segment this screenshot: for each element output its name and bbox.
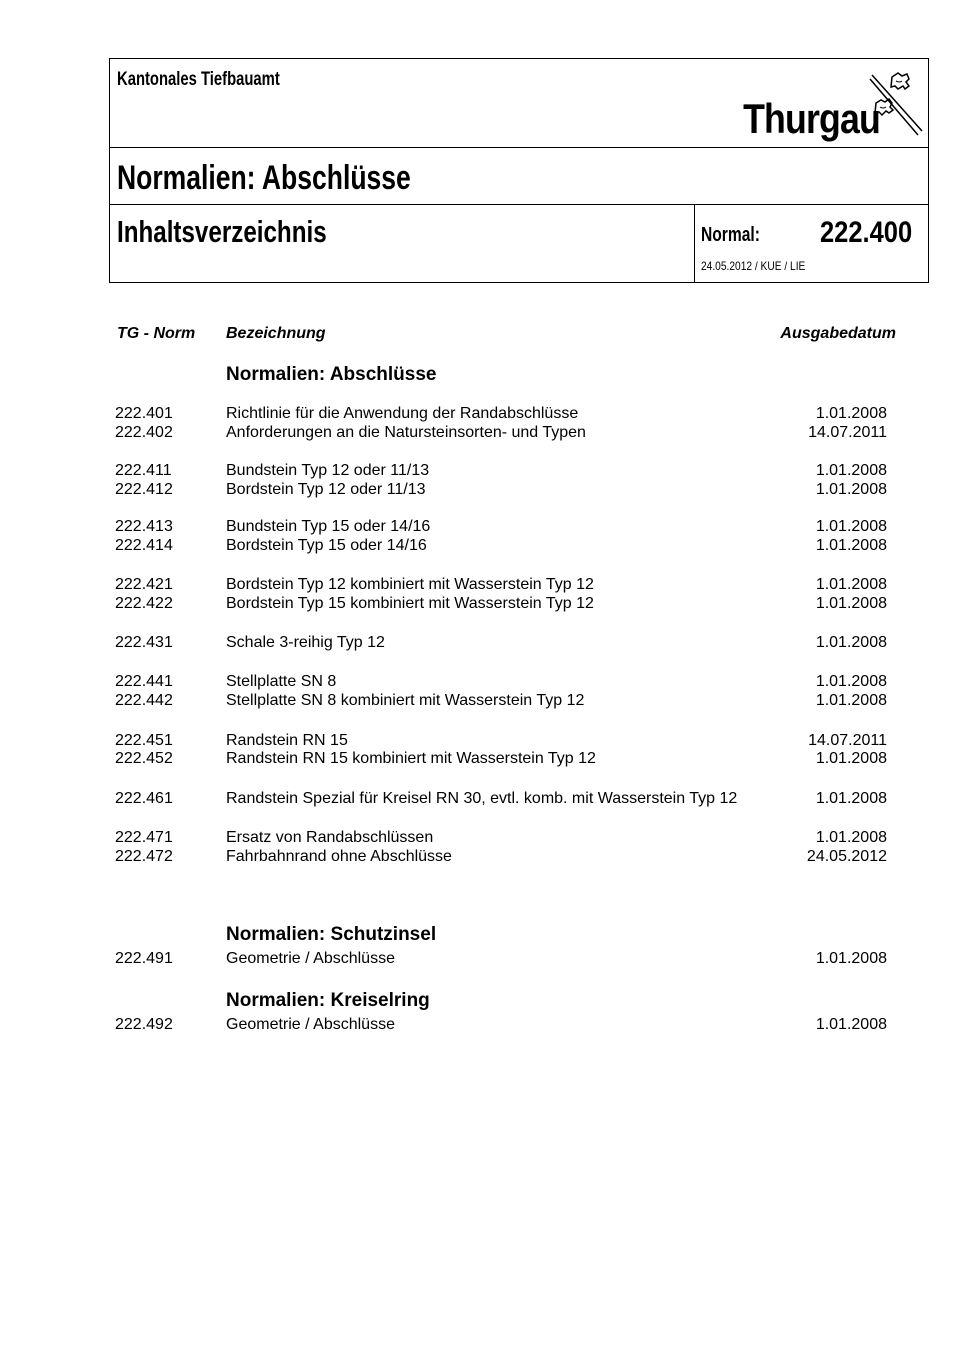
norm-designation: Geometrie / Abschlüsse — [226, 1016, 395, 1033]
norm-designation: Fahrbahnrand ohne Abschlüsse — [226, 848, 452, 865]
norm-designation: Schale 3-reihig Typ 12 — [226, 634, 385, 651]
toc-row — [0, 518, 970, 538]
toc-row — [0, 1016, 970, 1036]
toc-row — [0, 692, 970, 712]
header-row-office — [110, 59, 928, 148]
toc-row — [0, 829, 970, 849]
issue-date: 1.01.2008 — [815, 595, 887, 612]
norm-designation: Stellplatte SN 8 — [226, 673, 337, 690]
toc-row — [0, 462, 970, 482]
norm-number: 222.413 — [115, 518, 173, 535]
norm-number: 222.441 — [115, 673, 173, 690]
issue-date: 14.07.2011 — [808, 424, 887, 441]
norm-designation: Richtlinie für die Anwendung der Randabschlüsse — [226, 405, 579, 422]
norm-number: 222.431 — [115, 634, 173, 651]
norm-designation: Bordstein Typ 15 kombiniert mit Wasserstein Typ 12 — [226, 595, 594, 612]
document-subtitle: Inhaltsverzeichnis — [117, 214, 327, 249]
norm-number: 222.452 — [115, 750, 173, 767]
norm-designation: Geometrie / Abschlüsse — [226, 950, 395, 967]
toc-row — [0, 576, 970, 596]
header-row-subtitle — [110, 204, 928, 283]
norm-number: 222.402 — [115, 424, 173, 441]
document-title: Normalien: Abschlüsse — [117, 159, 411, 197]
logo-text: Thurgau — [743, 95, 880, 142]
norm-designation: Bordstein Typ 12 kombiniert mit Wasserstein Typ 12 — [226, 576, 594, 593]
section-title: Normalien: Abschlüsse — [226, 364, 437, 385]
issue-date: 1.01.2008 — [815, 518, 887, 535]
section-title: Normalien: Kreiselring — [226, 990, 430, 1011]
norm-designation: Stellplatte SN 8 kombiniert mit Wasserstein Typ 12 — [226, 692, 585, 709]
toc-row — [0, 732, 970, 752]
toc-row — [0, 673, 970, 693]
norm-number: 222.492 — [115, 1016, 173, 1033]
norm-number: 222.471 — [115, 829, 173, 846]
norm-designation: Bundstein Typ 15 oder 14/16 — [226, 518, 431, 535]
norm-number: 222.491 — [115, 950, 173, 967]
norm-number: 222.414 — [115, 537, 173, 554]
norm-designation: Randstein Spezial für Kreisel RN 30, evtl. komb. mit Wasserstein Typ 12 — [226, 790, 738, 807]
norm-designation: Bordstein Typ 15 oder 14/16 — [226, 537, 427, 554]
toc-row — [0, 595, 970, 615]
norm-number: 222.421 — [115, 576, 173, 593]
norm-designation: Bordstein Typ 12 oder 11/13 — [226, 481, 426, 498]
normal-number: 222.400 — [820, 216, 913, 249]
issue-date: 1.01.2008 — [815, 950, 887, 967]
norm-number: 222.411 — [115, 462, 172, 479]
norm-number: 222.451 — [115, 732, 173, 749]
issue-date: 14.07.2011 — [808, 732, 887, 749]
toc-row — [0, 634, 970, 654]
issue-date: 1.01.2008 — [815, 405, 887, 422]
toc-row — [0, 481, 970, 501]
norm-number: 222.472 — [115, 848, 173, 865]
norm-designation: Anforderungen an die Natursteinsorten- und Typen — [226, 424, 586, 441]
thurgau-logo — [728, 69, 928, 141]
toc-row — [0, 424, 970, 444]
column-header-designation: Bezeichnung — [226, 325, 326, 342]
norm-designation: Bundstein Typ 12 oder 11/13 — [226, 462, 430, 479]
issue-date: 1.01.2008 — [815, 673, 887, 690]
norm-designation: Randstein RN 15 — [226, 732, 348, 749]
issue-date: 1.01.2008 — [815, 537, 887, 554]
issue-date: 1.01.2008 — [815, 1016, 887, 1033]
norm-number: 222.412 — [115, 481, 173, 498]
toc-row — [0, 848, 970, 868]
header-divider — [694, 204, 695, 283]
toc-row — [0, 750, 970, 770]
issue-date: 24.05.2012 — [806, 848, 887, 865]
issue-date: 1.01.2008 — [815, 481, 887, 498]
column-header-norm: TG - Norm — [117, 325, 196, 342]
office-name: Kantonales Tiefbauamt — [117, 69, 280, 90]
issue-date: 1.01.2008 — [815, 462, 887, 479]
issue-date: 1.01.2008 — [815, 790, 887, 807]
issue-date: 1.01.2008 — [815, 634, 887, 651]
norm-number: 222.401 — [115, 405, 173, 422]
toc-row — [0, 537, 970, 557]
revision-info: 24.05.2012 / KUE / LIE — [701, 259, 806, 273]
normal-label: Normal: — [701, 224, 760, 246]
document-header — [109, 58, 929, 283]
coat-of-arms-icon — [868, 69, 928, 141]
issue-date: 1.01.2008 — [815, 750, 887, 767]
issue-date: 1.01.2008 — [815, 692, 887, 709]
norm-number: 222.442 — [115, 692, 173, 709]
section-title: Normalien: Schutzinsel — [226, 924, 437, 945]
norm-number: 222.422 — [115, 595, 173, 612]
header-row-title — [110, 147, 928, 205]
norm-designation: Randstein RN 15 kombiniert mit Wasserstein Typ 12 — [226, 750, 596, 767]
issue-date: 1.01.2008 — [815, 576, 887, 593]
toc-row — [0, 790, 970, 810]
norm-number: 222.461 — [115, 790, 173, 807]
issue-date: 1.01.2008 — [815, 829, 887, 846]
toc-row — [0, 950, 970, 970]
column-header-date: Ausgabedatum — [780, 325, 896, 342]
toc-row — [0, 405, 970, 425]
norm-designation: Ersatz von Randabschlüssen — [226, 829, 434, 846]
